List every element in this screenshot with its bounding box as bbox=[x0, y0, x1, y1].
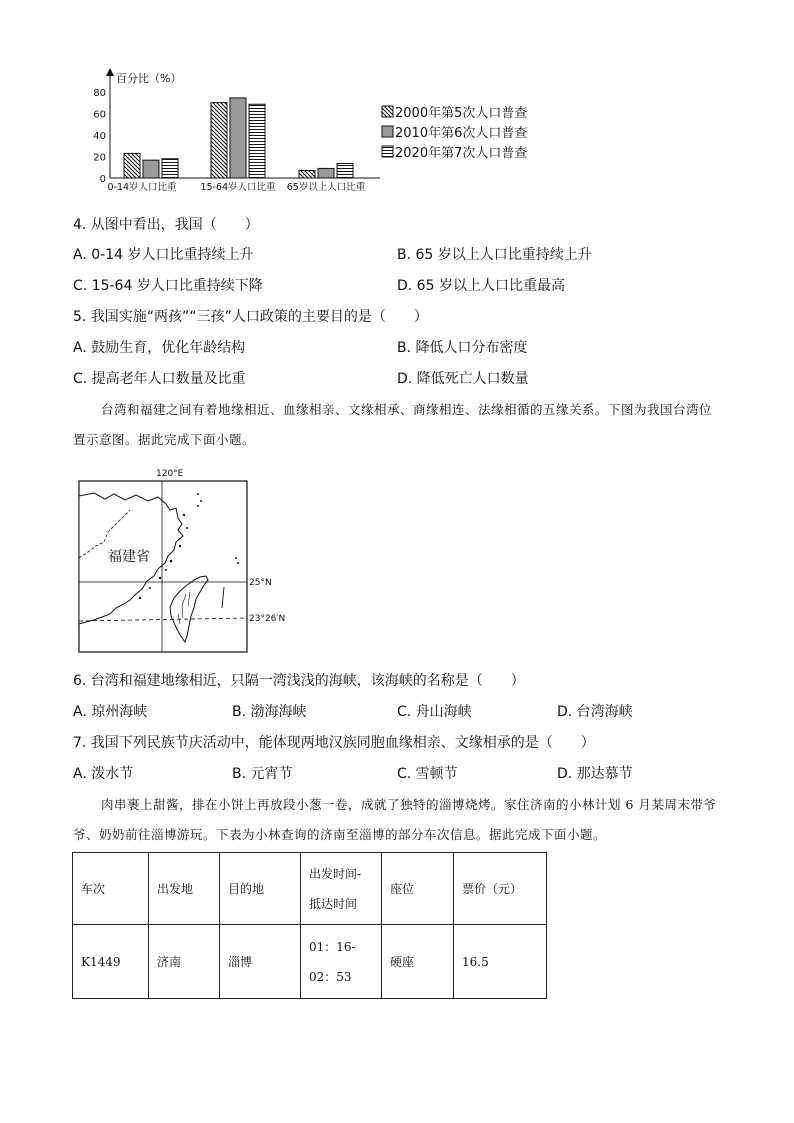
legend-swatch bbox=[382, 146, 393, 157]
bar bbox=[337, 163, 353, 178]
taiwan-location-map bbox=[70, 466, 300, 656]
question-7-option-c[interactable]: C. 雪顿节 bbox=[397, 766, 458, 782]
province-label: 福建省 bbox=[108, 549, 150, 565]
longitude-label-120e: 120°E bbox=[156, 469, 184, 479]
legend-swatch bbox=[382, 126, 393, 137]
question-7-stem: 7. 我国下列民族节庆活动中，能体现两地汉族同胞血缘相亲、文缘相承的是（ ） bbox=[73, 735, 595, 751]
y-tick-label: 40 bbox=[93, 131, 106, 142]
category-label: 65岁以上人口比重 bbox=[286, 182, 366, 193]
bar bbox=[249, 104, 265, 178]
legend-label: 2000年第5次人口普查 bbox=[395, 106, 528, 121]
bar bbox=[162, 159, 178, 178]
cell-depart-time: 01：16- bbox=[309, 939, 356, 954]
question-4-option-b[interactable]: B. 65 岁以上人口比重持续上升 bbox=[397, 247, 592, 263]
y-axis-label: 百分比（%） bbox=[116, 72, 182, 85]
header-seat: 座位 bbox=[382, 853, 454, 925]
header-train-no: 车次 bbox=[73, 853, 149, 925]
latitude-label-tropic: 23°26′N bbox=[249, 614, 286, 624]
question-5-option-a[interactable]: A. 鼓励生育，优化年龄结构 bbox=[73, 340, 246, 356]
question-5-option-d[interactable]: D. 降低死亡人口数量 bbox=[397, 371, 529, 387]
header-depart-time: 出发时间- bbox=[309, 866, 362, 881]
bar bbox=[124, 153, 140, 178]
table-header-row bbox=[73, 853, 547, 925]
category-label: 0-14岁人口比重 bbox=[107, 182, 177, 193]
train-schedule-table bbox=[72, 852, 547, 999]
question-4-option-d[interactable]: D. 65 岁以上人口比重最高 bbox=[397, 278, 565, 294]
cell-destination: 淄博 bbox=[220, 925, 301, 999]
header-departure: 出发地 bbox=[149, 853, 220, 925]
question-5-option-c[interactable]: C. 提高老年人口数量及比重 bbox=[73, 371, 246, 387]
question-4-option-c[interactable]: C. 15-64 岁人口比重持续下降 bbox=[73, 278, 263, 294]
cell-time bbox=[301, 925, 382, 999]
bar bbox=[318, 168, 334, 178]
population-bar-chart bbox=[80, 66, 540, 198]
bar bbox=[143, 160, 159, 178]
question-5-option-b[interactable]: B. 降低人口分布密度 bbox=[397, 340, 528, 356]
question-4-option-a[interactable]: A. 0-14 岁人口比重持续上升 bbox=[73, 247, 254, 263]
cell-price: 16.5 bbox=[454, 925, 547, 999]
question-6-option-a[interactable]: A. 琼州海峡 bbox=[73, 704, 148, 720]
question-6-option-b[interactable]: B. 渤海海峡 bbox=[232, 704, 307, 720]
category-label: 15-64岁人口比重 bbox=[200, 182, 276, 193]
question-7-option-b[interactable]: B. 元宵节 bbox=[232, 766, 293, 782]
question-6-option-c[interactable]: C. 舟山海峡 bbox=[397, 704, 472, 720]
legend-swatch bbox=[382, 106, 393, 117]
legend-label: 2010年第6次人口普查 bbox=[395, 126, 528, 141]
bar bbox=[230, 98, 246, 178]
cell-departure: 济南 bbox=[149, 925, 220, 999]
question-6-stem: 6. 台湾和福建地缘相近，只隔一湾浅浅的海峡，该海峡的名称是（ ） bbox=[73, 673, 525, 689]
header-arrive-time: 抵达时间 bbox=[309, 896, 358, 911]
y-tick-label: 60 bbox=[93, 109, 106, 121]
legend-label: 2020年第7次人口普查 bbox=[395, 146, 528, 161]
cell-seat: 硬座 bbox=[382, 925, 454, 999]
y-tick-label: 0 bbox=[99, 174, 106, 185]
header-price: 票价（元） bbox=[454, 853, 547, 925]
passage-taiwan-fujian: 台湾和福建之间有着地缘相近、血缘相亲、文缘相承、商缘相连、法缘相循的五缘关系。下图为我国台湾位置示意图。据此完成下面小题。 bbox=[73, 402, 713, 447]
y-axis-arrow bbox=[106, 68, 114, 76]
table-row bbox=[73, 925, 547, 999]
cell-train-no: K1449 bbox=[73, 925, 149, 999]
question-6-option-d[interactable]: D. 台湾海峡 bbox=[557, 704, 633, 720]
question-5-stem: 5. 我国实施“两孩”“三孩”人口政策的主要目的是（ ） bbox=[73, 309, 428, 325]
bar bbox=[299, 170, 315, 178]
question-7-option-d[interactable]: D. 那达慕节 bbox=[557, 766, 633, 782]
cell-arrive-time: 02：53 bbox=[309, 969, 352, 984]
latitude-label-25n: 25°N bbox=[249, 578, 272, 588]
header-destination: 目的地 bbox=[220, 853, 301, 925]
question-4-stem: 4. 从图中看出，我国（ ） bbox=[73, 217, 259, 233]
question-7-option-a[interactable]: A. 泼水节 bbox=[73, 766, 134, 782]
bar bbox=[211, 103, 227, 178]
passage-zibo-bbq: 肉串裹上甜酱，排在小饼上再放段小葱一卷，成就了独特的淄博烧烤。家住济南的小林计划 6 月某周末带爷爷、奶奶前往淄博游玩。下表为小林查询的济南至淄博的部分车次信息。据此完成下面小题。 bbox=[73, 797, 717, 842]
y-tick-label: 20 bbox=[93, 152, 106, 164]
header-time bbox=[301, 853, 382, 925]
y-tick-label: 80 bbox=[93, 88, 106, 99]
